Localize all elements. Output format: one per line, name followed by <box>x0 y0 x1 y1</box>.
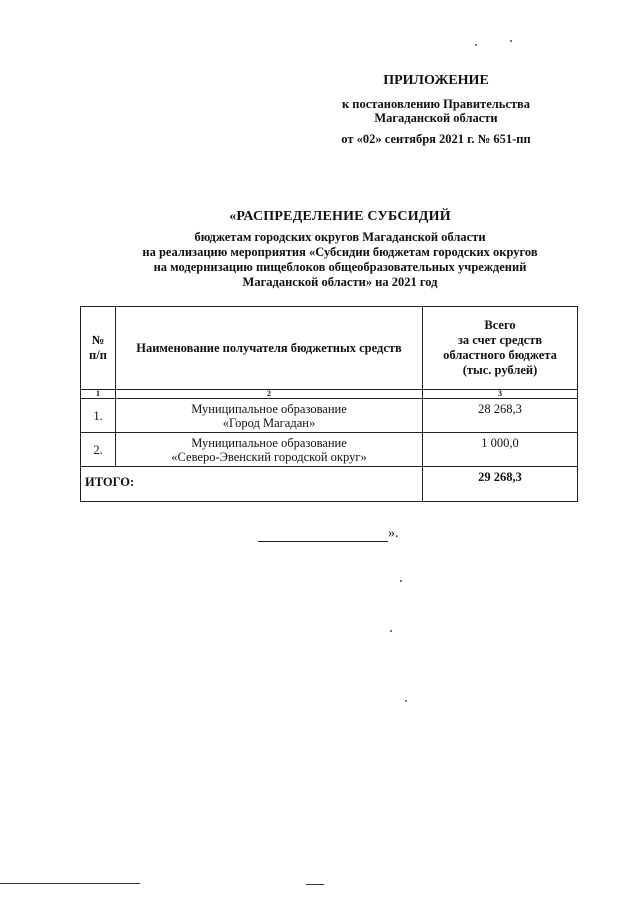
row-sum: 1 000,0 <box>423 433 578 467</box>
table-row <box>81 399 578 433</box>
header-sum: Всего за счет средств областного бюджета (тыс. рублей) <box>423 307 578 390</box>
table-index-row <box>81 390 578 399</box>
scan-speck <box>390 630 392 632</box>
index-cell: 3 <box>423 390 578 399</box>
table-header-row <box>81 307 578 390</box>
document-heading <box>60 209 620 290</box>
row-num: 1. <box>81 399 116 433</box>
row-sum: 28 268,3 <box>423 399 578 433</box>
row-name: Муниципальное образование «Северо-Эвенский городской округ» <box>116 433 423 467</box>
scan-speck <box>475 44 477 46</box>
table-total-row <box>81 467 578 502</box>
subsidy-table <box>80 306 578 502</box>
closing-mark <box>258 526 408 542</box>
total-sum: 29 268,3 <box>423 467 578 502</box>
heading-line-2: на реализацию мероприятия «Субсидии бюджетам городских округов <box>142 245 538 259</box>
header-name: Наименование получателя бюджетных средств <box>116 307 423 390</box>
scan-speck <box>405 700 407 702</box>
index-cell: 1 <box>81 390 116 399</box>
row-name: Муниципальное образование «Город Магадан» <box>116 399 423 433</box>
closing-quote: ». <box>388 526 399 541</box>
appendix-line-1: к постановлению Правительства <box>341 97 531 111</box>
scan-speck <box>510 40 512 42</box>
index-cell: 2 <box>116 390 423 399</box>
heading-line-1: бюджетам городских округов Магаданской области <box>194 230 486 244</box>
closing-underline <box>258 529 388 542</box>
row-num: 2. <box>81 433 116 467</box>
appendix-line-3: от «02» сентября 2021 г. № 651-пп <box>341 132 531 146</box>
scan-speck <box>400 580 402 582</box>
footer-rule-small <box>306 884 324 885</box>
appendix-title: ПРИЛОЖЕНИЕ <box>383 73 489 88</box>
total-label: ИТОГО: <box>81 467 423 502</box>
footer-rule <box>0 883 140 884</box>
table-row <box>81 433 578 467</box>
heading-title: «РАСПРЕДЕЛЕНИЕ СУБСИДИЙ <box>229 209 451 224</box>
header-num: № п/п <box>81 307 116 390</box>
heading-line-4: Магаданской области» на 2021 год <box>242 275 438 289</box>
heading-line-3: на модернизацию пищеблоков общеобразовательных учреждений <box>153 260 527 274</box>
appendix-line-2: Магаданской области <box>374 111 498 125</box>
